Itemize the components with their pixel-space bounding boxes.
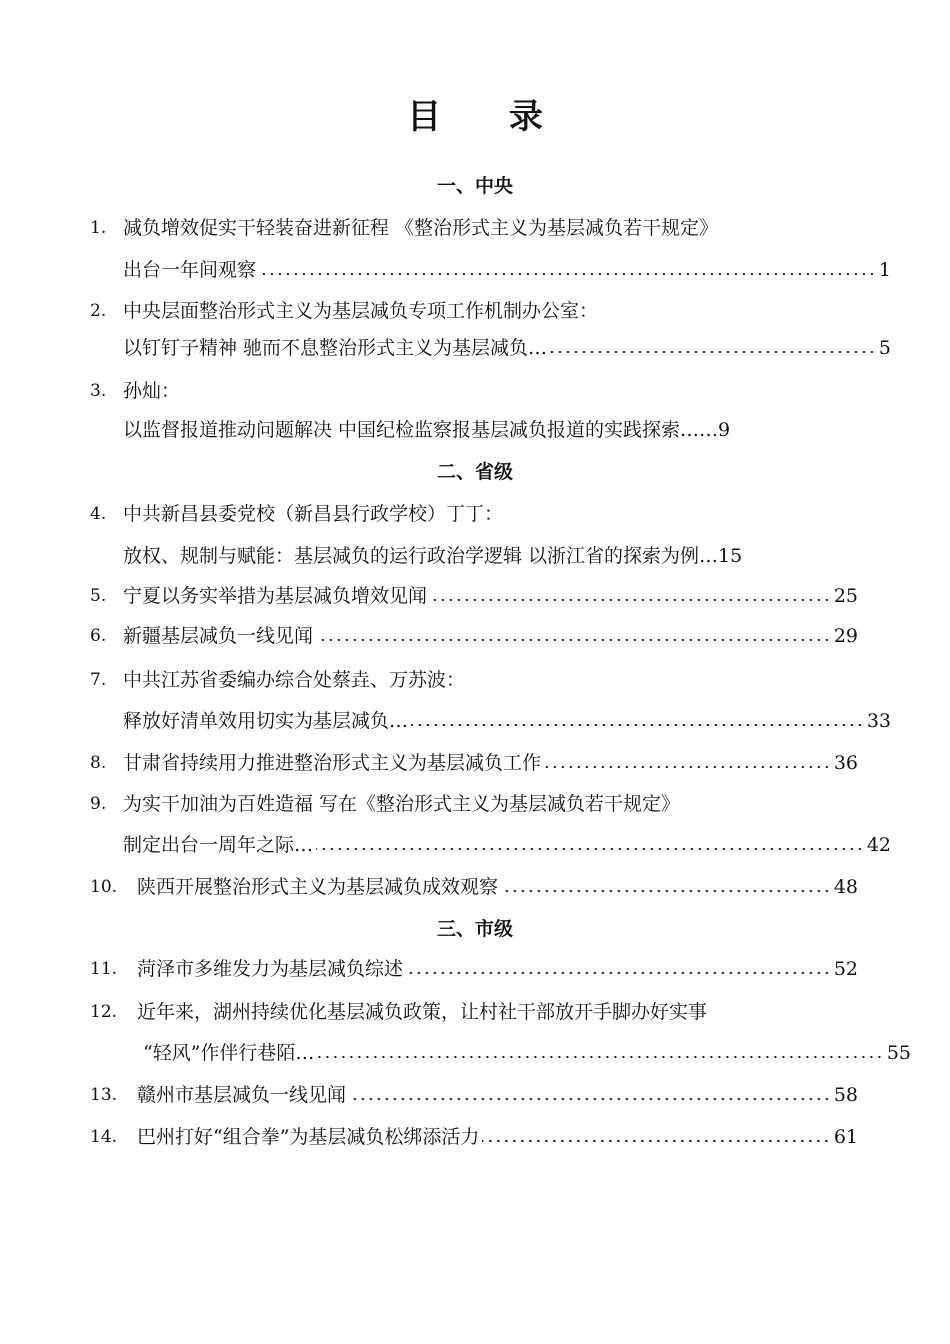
toc-entry-8[interactable] xyxy=(90,750,858,776)
toc-entry-1[interactable] xyxy=(90,215,858,241)
entry-title: 中共江苏省委编办综合处蔡垚、万苏波： xyxy=(123,669,466,691)
entry-title: 菏泽市多维发力为基层减负综述 xyxy=(137,958,404,980)
dot-leader xyxy=(430,597,831,603)
entry-title: “轻风”作伴行巷陌… xyxy=(143,1042,315,1064)
entry-number: 11. xyxy=(90,959,118,979)
entry-number: 4. xyxy=(90,504,107,524)
toc-entry-7[interactable] xyxy=(90,667,858,693)
toc-entry-3-cont[interactable] xyxy=(90,417,891,443)
entry-title: 甘肃省持续用力推进整治形式主义为基层减负工作 xyxy=(123,752,542,774)
dot-leader xyxy=(316,637,831,643)
entry-title: 释放好清单效用切实为基层减负… xyxy=(123,710,409,732)
toc-entry-9-cont[interactable] xyxy=(90,832,891,858)
dot-leader xyxy=(544,764,831,770)
section-heading-provincial: 二、省级 xyxy=(436,461,513,483)
entry-number: 6. xyxy=(90,626,107,646)
entry-title: 新疆基层减负一线见闻 xyxy=(123,625,314,647)
toc-entry-4[interactable] xyxy=(90,501,858,527)
entry-page: 36 xyxy=(833,752,858,774)
entry-title: 制定出台一周年之际… xyxy=(123,834,314,856)
entry-page: 9 xyxy=(718,419,731,441)
entry-number: 10. xyxy=(90,877,118,897)
dot-leader xyxy=(349,1096,831,1102)
toc-entry-3[interactable] xyxy=(90,378,858,404)
entry-page: 33 xyxy=(866,710,891,732)
entry-number: 2. xyxy=(90,301,107,321)
entry-title: 孙灿： xyxy=(123,380,181,402)
entry-number: 7. xyxy=(90,670,107,690)
entry-page: 1 xyxy=(878,259,891,281)
toc-entry-11[interactable] xyxy=(90,956,858,982)
toc-entry-6[interactable] xyxy=(90,623,858,649)
entry-page: 58 xyxy=(833,1084,858,1106)
page-title: 目 录 xyxy=(407,97,571,137)
toc-entry-14[interactable] xyxy=(90,1124,858,1150)
entry-number: 8. xyxy=(90,753,107,773)
entry-number: 5. xyxy=(90,586,107,606)
toc-entry-10[interactable] xyxy=(90,874,858,900)
entry-number: 12. xyxy=(90,1002,118,1022)
entry-title: 巴州打好“组合拳”为基层减负松绑添活力 xyxy=(137,1126,480,1148)
entry-page: 55 xyxy=(886,1042,911,1064)
entry-number: 13. xyxy=(90,1085,118,1105)
entry-title: 中央层面整治形式主义为基层减负专项工作机制办公室： xyxy=(123,300,599,322)
entry-title: 放权、规制与赋能：基层减负的运行政治学逻辑 以浙江省的探索为例… xyxy=(123,545,719,567)
dot-leader xyxy=(501,888,831,894)
entry-page: 52 xyxy=(833,958,858,980)
toc-entry-12[interactable] xyxy=(90,999,858,1025)
entry-page: 25 xyxy=(833,585,858,607)
dot-leader xyxy=(317,1054,883,1060)
entry-page: 29 xyxy=(833,625,858,647)
entry-page: 5 xyxy=(878,337,891,359)
entry-title: 出台一年间观察 xyxy=(123,259,257,281)
dot-leader xyxy=(316,846,864,852)
entry-number: 1. xyxy=(90,218,107,238)
dot-leader xyxy=(550,349,876,355)
entry-page: 15 xyxy=(718,545,743,567)
entry-title: 以监督报道推动问题解决 中国纪检监察报基层减负报道的实践探索…… xyxy=(123,419,719,441)
toc-entry-12-cont[interactable] xyxy=(90,1040,911,1066)
toc-entry-7-cont[interactable] xyxy=(90,708,891,734)
entry-title: 中共新昌县委党校（新昌县行政学校）丁丁： xyxy=(123,503,504,525)
entry-title: 近年来，湖州持续优化基层减负政策，让村社干部放开手脚办好实事 xyxy=(137,1001,708,1023)
toc-entry-13[interactable] xyxy=(90,1082,858,1108)
dot-leader xyxy=(259,271,876,277)
dot-leader xyxy=(406,970,831,976)
entry-number: 3. xyxy=(90,381,107,401)
section-heading-municipal: 三、市级 xyxy=(436,918,513,940)
entry-page: 61 xyxy=(833,1126,858,1148)
dot-leader xyxy=(411,722,864,728)
toc-entry-2-cont[interactable] xyxy=(90,335,891,361)
section-heading-central: 一、中央 xyxy=(436,175,513,197)
entry-title: 减负增效促实干轻装奋进新征程 《整治形式主义为基层减负若干规定》 xyxy=(123,217,719,239)
toc-entry-5[interactable] xyxy=(90,583,858,609)
entry-title: 为实干加油为百姓造福 写在《整治形式主义为基层减负若干规定》 xyxy=(123,793,681,815)
entry-title: 以钉钉子精神 驰而不息整治形式主义为基层减负… xyxy=(123,337,548,359)
entry-title: 赣州市基层减负一线见闻 xyxy=(137,1084,347,1106)
toc-entry-1-cont[interactable] xyxy=(90,257,891,283)
toc-entry-4-cont[interactable] xyxy=(90,543,891,569)
entry-page: 42 xyxy=(866,834,891,856)
entry-number: 14. xyxy=(90,1127,118,1147)
entry-page: 48 xyxy=(833,876,858,898)
entry-title: 宁夏以务实举措为基层减负增效见闻 xyxy=(123,585,428,607)
dot-leader xyxy=(482,1138,830,1144)
toc-entry-9[interactable] xyxy=(90,791,858,817)
entry-title: 陕西开展整治形式主义为基层减负成效观察 xyxy=(137,876,499,898)
toc-entry-2[interactable] xyxy=(90,298,858,324)
entry-number: 9. xyxy=(90,794,107,814)
